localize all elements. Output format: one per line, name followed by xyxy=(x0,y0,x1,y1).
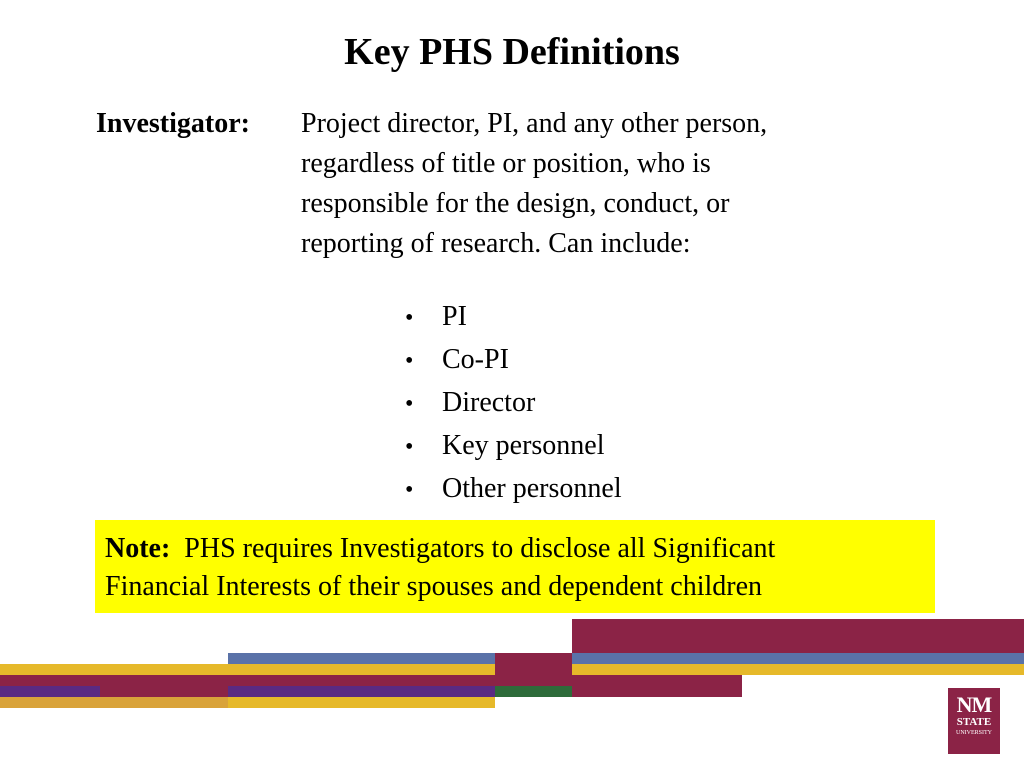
definition-text xyxy=(301,104,901,264)
stripe-crimson-left xyxy=(0,675,228,686)
logo-tiny-text: UNIVERSITY xyxy=(956,730,992,736)
bullet-label: Other personnel xyxy=(442,473,622,504)
logo-main-text: NM xyxy=(956,692,992,717)
stripe-purple-left xyxy=(0,686,100,697)
bullet-label: PI xyxy=(442,301,467,332)
slide-title: Key PHS Definitions xyxy=(344,31,680,73)
logo-sub-text: STATE xyxy=(956,716,992,728)
stripe-orange-left xyxy=(0,697,228,708)
stripe-crimson-right2 xyxy=(572,686,742,697)
bullet-icon: • xyxy=(405,477,414,503)
bullet-icon: • xyxy=(405,305,414,331)
bullet-icon: • xyxy=(405,434,414,460)
stripe-crimson-top xyxy=(572,619,1024,653)
stripe-gold-left xyxy=(0,664,228,675)
definition-line: regardless of title or position, who is xyxy=(301,148,711,179)
definition-line: responsible for the design, conduct, or xyxy=(301,188,730,219)
stripe-crimson-left2 xyxy=(100,686,228,697)
note-line: Financial Interests of their spouses and dependent children xyxy=(105,571,763,602)
definition-term: Investigator: xyxy=(96,108,250,139)
stripe-gold-bottom xyxy=(228,697,495,708)
list-item xyxy=(405,382,622,425)
stripe-crimson-center xyxy=(495,664,572,675)
stripe-crimson-right xyxy=(572,675,742,686)
stripe-green xyxy=(495,686,572,697)
list-item xyxy=(405,339,622,382)
note-text: PHS requires Investigators to disclose all Significant xyxy=(170,533,776,564)
list-item xyxy=(405,425,622,468)
definition-line: Project director, PI, and any other person, xyxy=(301,108,768,139)
nmsu-logo xyxy=(948,688,1000,754)
bullet-icon: • xyxy=(405,348,414,374)
note-label: Note: xyxy=(105,533,171,564)
stripe-gold-center xyxy=(228,664,495,675)
stripe-purple-center xyxy=(228,686,495,697)
definition-line: reporting of research. Can include: xyxy=(301,228,691,259)
bullet-list xyxy=(405,296,622,511)
stripe-blue-right xyxy=(572,653,1024,664)
list-item xyxy=(405,296,622,339)
stripe-blue xyxy=(228,653,495,664)
bullet-label: Director xyxy=(442,387,536,418)
stripe-gold-right xyxy=(572,664,1024,675)
list-item xyxy=(405,468,622,511)
note-line xyxy=(105,530,935,568)
stripe-crimson-long xyxy=(228,675,572,686)
note-box xyxy=(95,520,935,613)
stripe-crimson-mid xyxy=(495,653,572,664)
bullet-label: Co-PI xyxy=(442,344,509,375)
bullet-label: Key personnel xyxy=(442,430,605,461)
bullet-icon: • xyxy=(405,391,414,417)
